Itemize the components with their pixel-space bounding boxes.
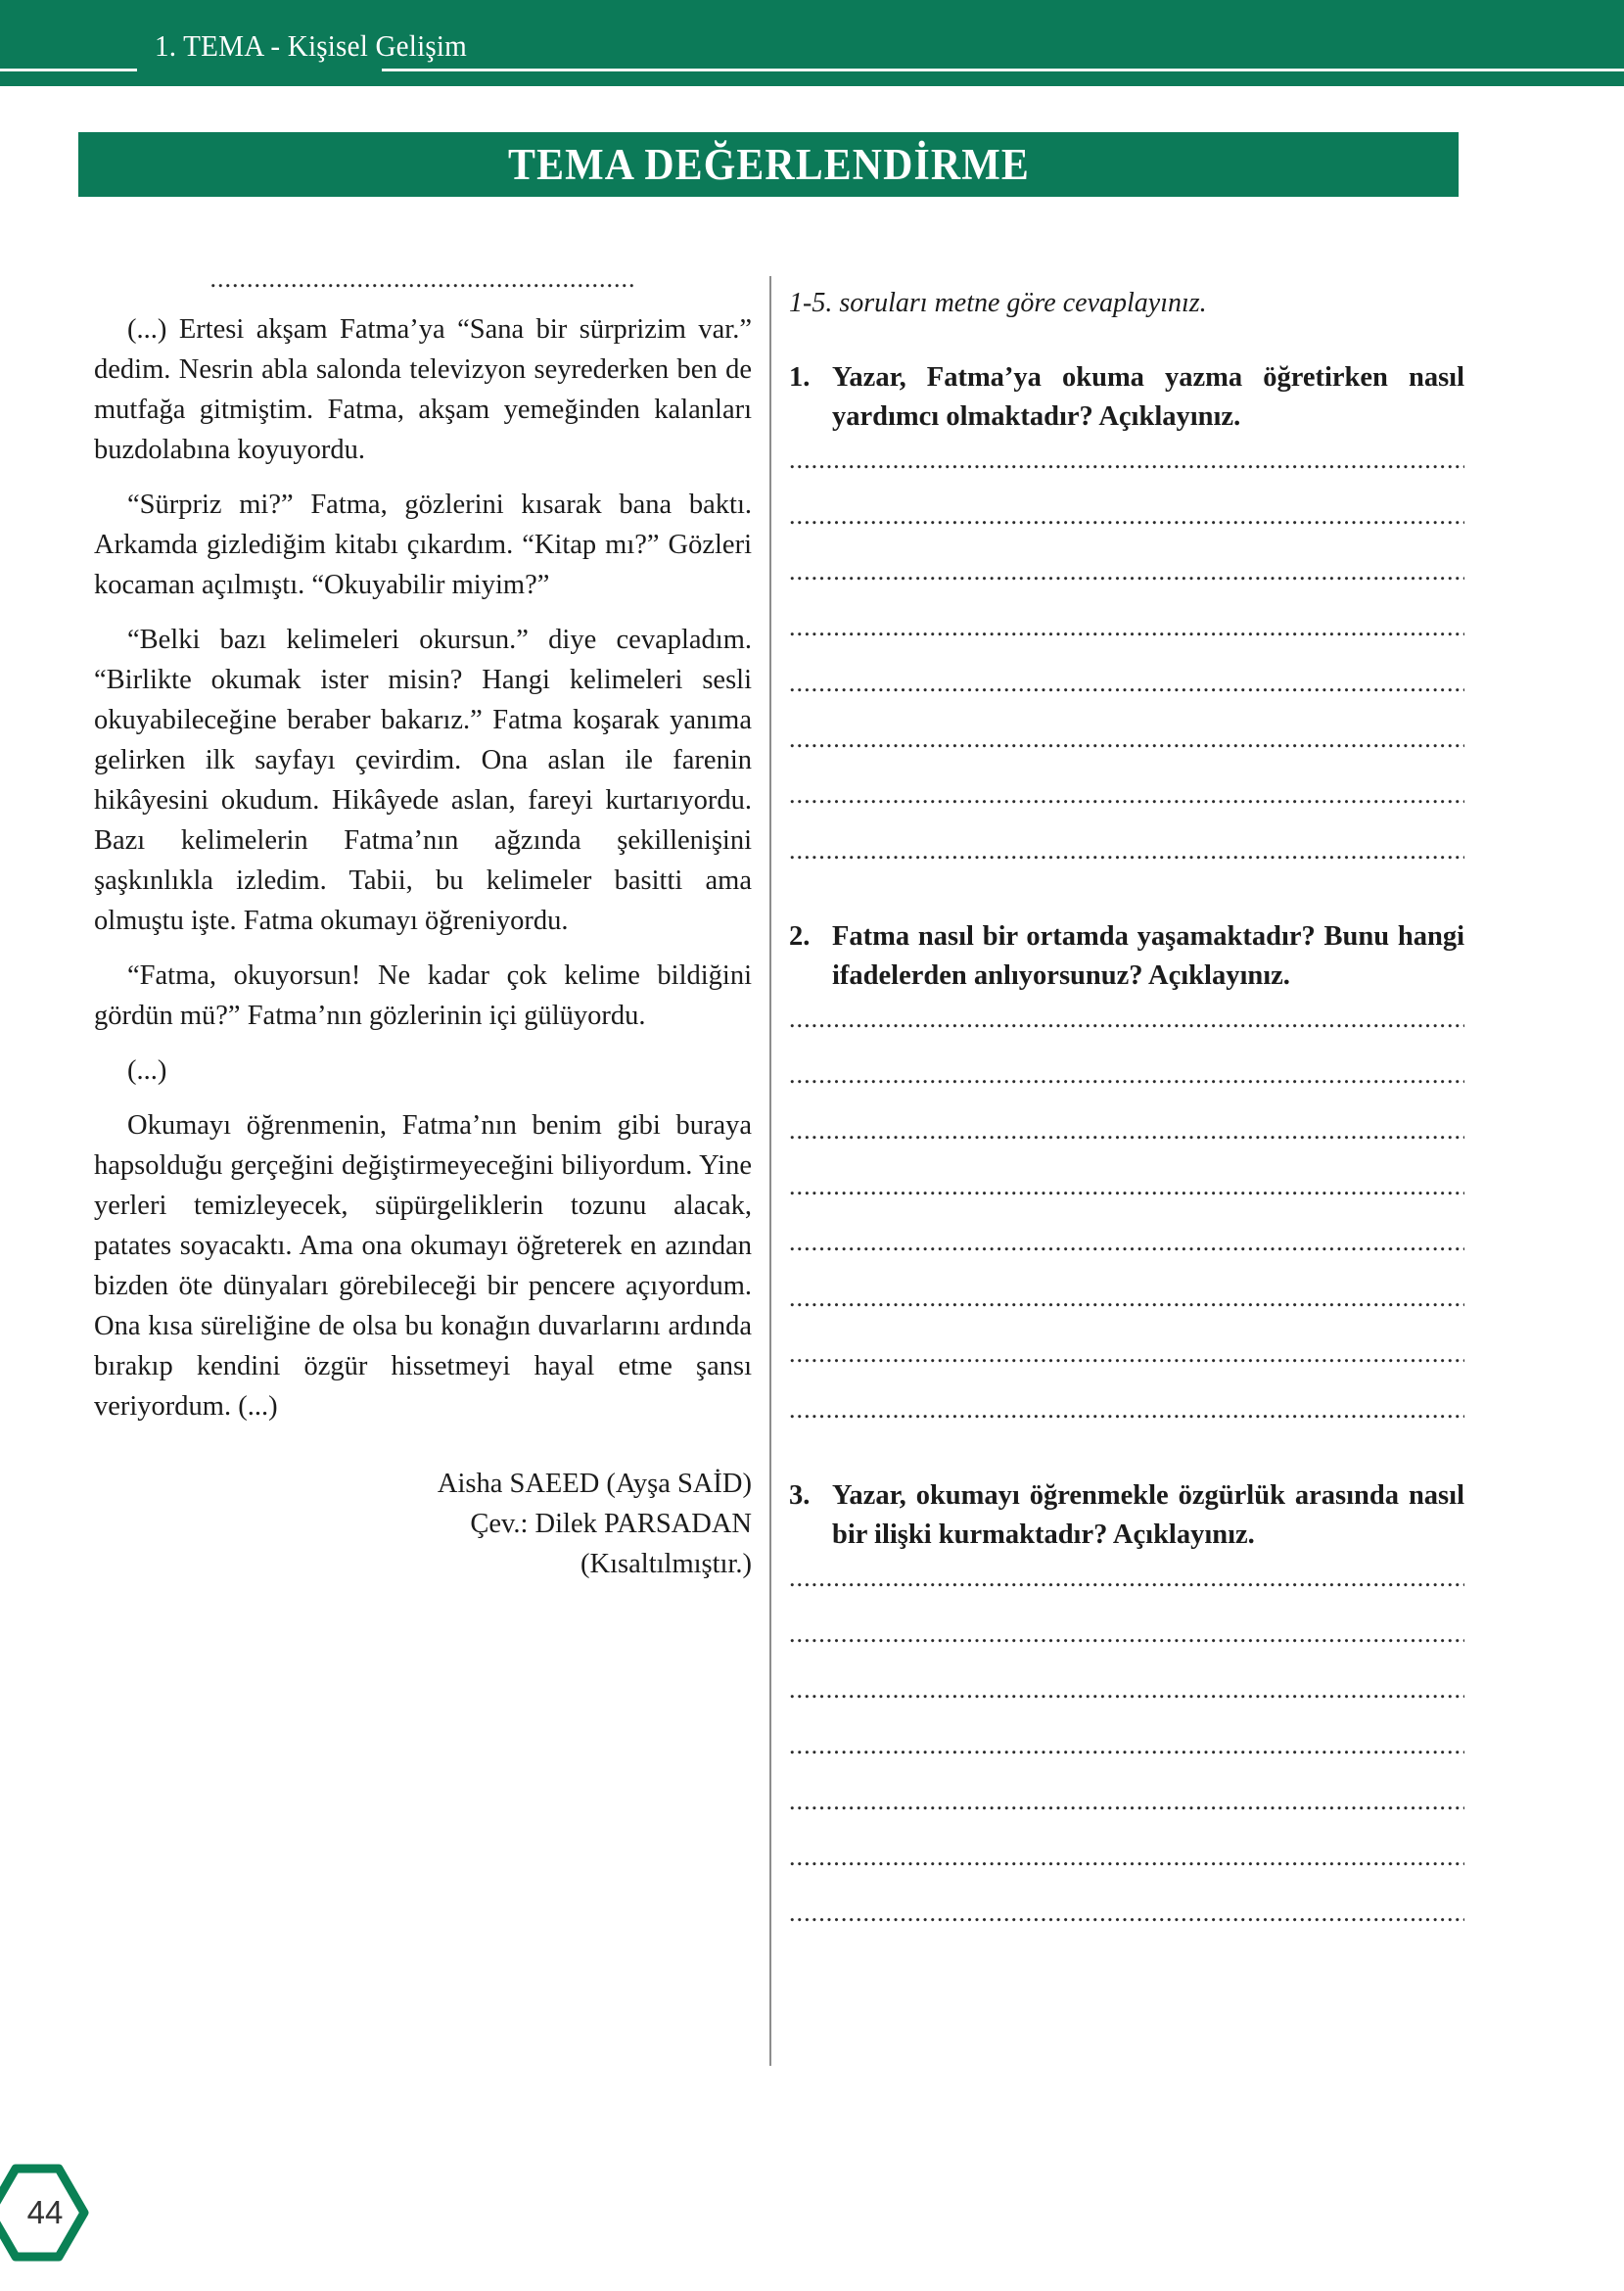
header-rule-right: [382, 69, 1624, 71]
answer-line[interactable]: [789, 501, 1464, 557]
question-number: 2.: [789, 921, 811, 952]
answer-lines-q2[interactable]: [789, 1005, 1464, 1451]
answer-line[interactable]: [789, 780, 1464, 836]
page-header-inner: [0, 0, 1624, 86]
page-title: TEMA DEĞERLENDİRME: [507, 140, 1030, 189]
page-number-badge: [0, 2162, 92, 2264]
attribution-author: Aisha SAEED (Ayşa SAİD): [437, 1469, 752, 1499]
answer-line[interactable]: [789, 1898, 1464, 1954]
reading-paragraph: “Belki bazı kelimeleri okursun.” diye cevapladım. “Birlikte okumak ister misin? Hangi kelimeleri sesli okuyabileceğine beraber bakarız.” Fatma koşarak yanıma gelirken ilk sayfayı çevirdim. Ona aslan ile farenin hikâyesini okudum. Hikâyede aslan, fareyi kurtarıyordu. Bazı kelimelerin Fatma’nın ağzında şekillenişini şaşkınlıkla izledim. Tabii, bu kelimeler basitti ama olmuştu işte. Fatma okumayı öğreniyordu.: [94, 625, 752, 936]
question-text: Yazar, Fatma’ya okuma yazma öğretirken nasıl yardımcı olmaktadır? Açıklayınız.: [832, 362, 1464, 432]
answer-lines-q1[interactable]: [789, 445, 1464, 892]
answer-line[interactable]: [789, 669, 1464, 725]
reading-paragraph: (...) Ertesi akşam Fatma’ya “Sana bir sürprizim var.” dedim. Nesrin abla salonda televizyon seyrederken ben de mutfağa gitmiştim. Fatma, akşam yemeğinden kalanları buzdolabına koyuyordu.: [94, 314, 752, 465]
answer-line[interactable]: [789, 1731, 1464, 1787]
answer-line[interactable]: [789, 1843, 1464, 1898]
reading-text-column: [94, 264, 752, 1584]
page-number-text: 44: [26, 2194, 64, 2230]
answer-line[interactable]: [789, 725, 1464, 780]
answer-line[interactable]: [789, 1564, 1464, 1619]
answer-line[interactable]: [789, 613, 1464, 669]
answer-line[interactable]: [789, 1619, 1464, 1675]
answer-line[interactable]: [789, 1005, 1464, 1060]
answer-lines-q3[interactable]: [789, 1564, 1464, 1954]
reading-paragraph: “Sürpriz mi?” Fatma, gözlerini kısarak bana baktı. Arkamda gizlediğim kitabı çıkardım. “Kitap mı?” Gözleri kocaman açılmıştı. “Okuyabilir miyim?”: [94, 490, 752, 600]
reading-paragraph: Okumayı öğrenmenin, Fatma’nın benim gibi buraya hapsolduğu gerçeğini değiştirmeyeceğini biliyordum. Yine yerleri temizleyecek, süpürgeliklerin tozunu alacak, patates soyacaktı. Ama ona okumayı öğreterek en azından bizden öte dünyaları görebileceği bir pencere açıyordum. Ona kısa süreliğine de olsa bu konağın duvarlarını ardında bırakıp kendini özgür hissetmeyi hayal etme şansı veriyordum. (...): [94, 1110, 752, 1422]
answer-line[interactable]: [789, 1339, 1464, 1395]
question-number: 1.: [789, 362, 811, 393]
question-item: [789, 358, 1464, 437]
question-text: Yazar, okumayı öğrenmekle özgürlük arasında nasıl bir ilişki kurmaktadır? Açıklayınız.: [832, 1480, 1464, 1550]
question-item: [789, 917, 1464, 996]
leader-dots-top: ..........................................................: [209, 264, 636, 288]
answer-line[interactable]: [789, 1787, 1464, 1843]
attribution-translator: Çev.: Dilek PARSADAN: [470, 1509, 752, 1539]
question-item: [789, 1476, 1464, 1555]
theme-label: 1. TEMA - Kişisel Gelişim: [155, 28, 468, 63]
column-divider: [769, 276, 771, 2066]
questions-instruction: 1-5. soruları metne göre cevaplayınız.: [789, 288, 1207, 318]
reading-paragraph-ellipsis: (...): [127, 1055, 167, 1086]
attribution-note: (Kısaltılmıştır.): [580, 1549, 752, 1579]
section-title-bar: [78, 132, 1459, 197]
answer-line[interactable]: [789, 1116, 1464, 1172]
question-number: 3.: [789, 1480, 811, 1511]
answer-line[interactable]: [789, 445, 1464, 501]
answer-line[interactable]: [789, 1395, 1464, 1451]
source-attribution: [94, 1464, 752, 1584]
page-header-band: [0, 0, 1624, 86]
header-rule-left: [0, 69, 137, 71]
answer-line[interactable]: [789, 557, 1464, 613]
answer-line[interactable]: [789, 1675, 1464, 1731]
answer-line[interactable]: [789, 1284, 1464, 1339]
reading-paragraph: “Fatma, okuyorsun! Ne kadar çok kelime bildiğini gördün mü?” Fatma’nın gözlerinin içi gülüyordu.: [94, 960, 752, 1031]
questions-column: [789, 286, 1464, 1980]
answer-line[interactable]: [789, 836, 1464, 892]
answer-line[interactable]: [789, 1060, 1464, 1116]
question-text: Fatma nasıl bir ortamda yaşamaktadır? Bunu hangi ifadelerden anlıyorsunuz? Açıklayınız.: [832, 921, 1464, 991]
answer-line[interactable]: [789, 1228, 1464, 1284]
answer-line[interactable]: [789, 1172, 1464, 1228]
